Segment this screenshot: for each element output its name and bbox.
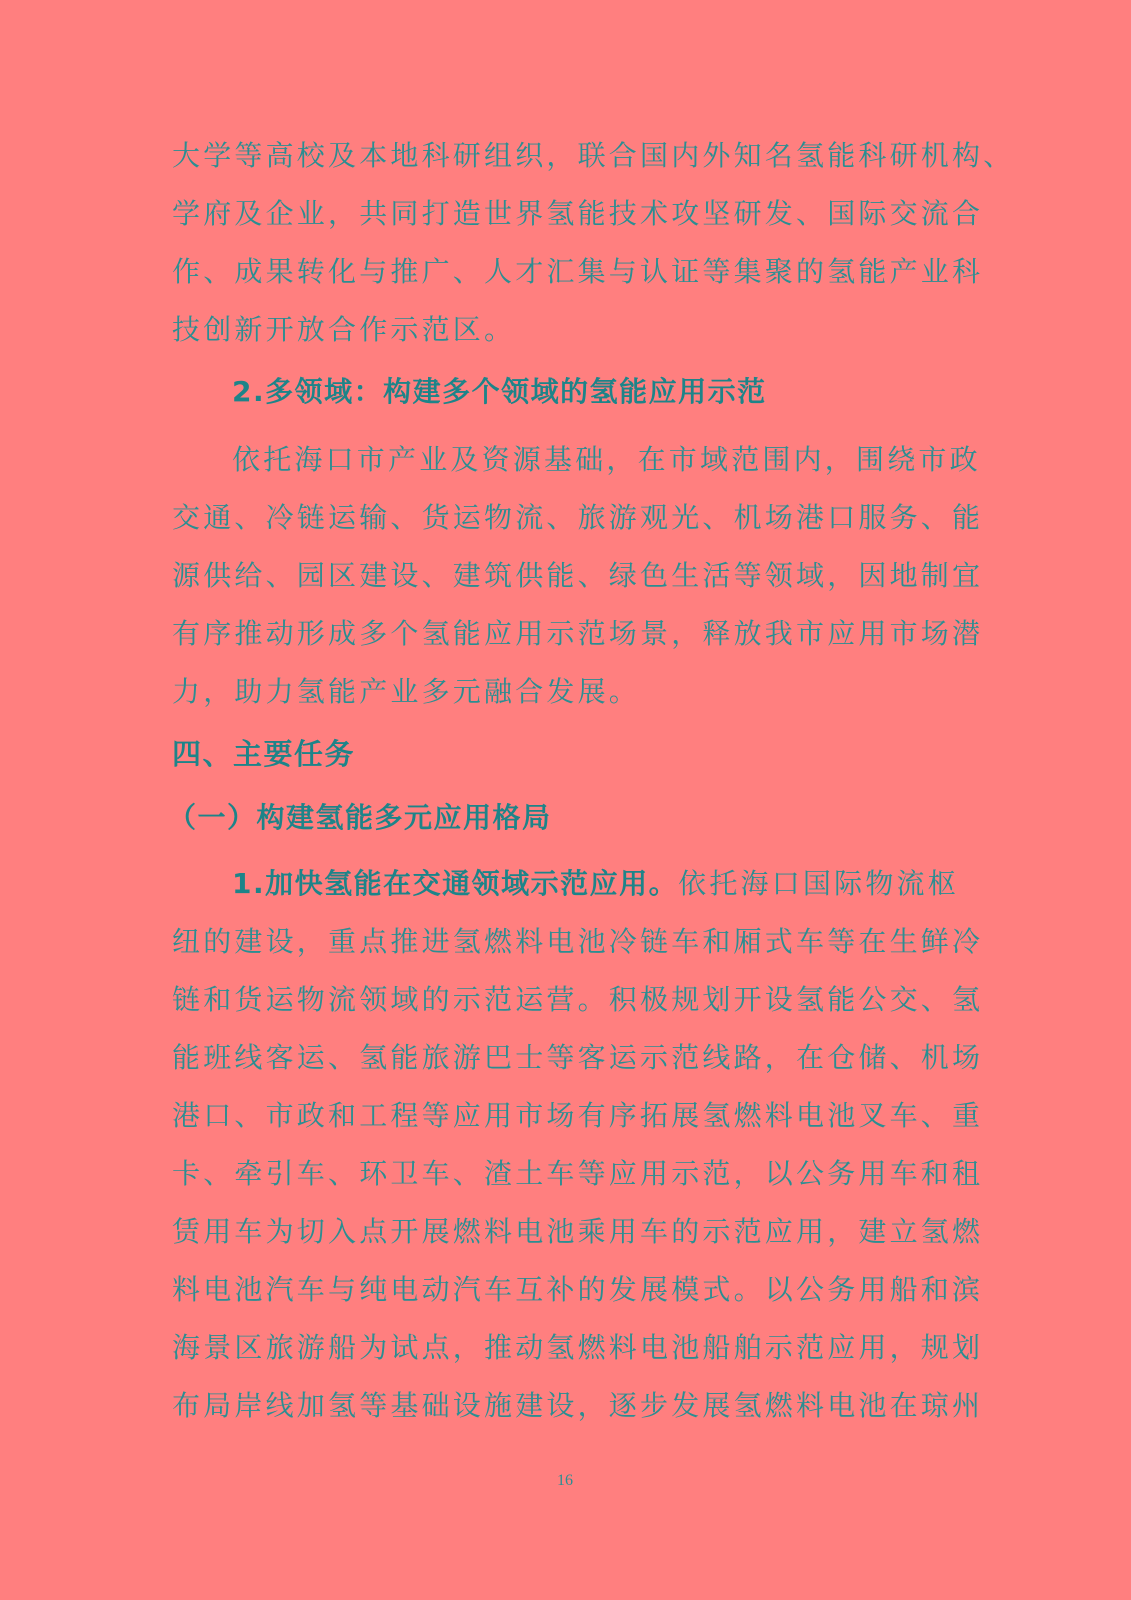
lead-rest-text: 依托海口国际物流枢 — [678, 867, 959, 900]
text-line: 技创新开放合作示范区。 — [172, 313, 516, 346]
text-line: 有序推动形成多个氢能应用示范场景，释放我市应用市场潜 — [172, 617, 984, 650]
text-line: 赁用车为切入点开展燃料电池乘用车的示范应用，建立氢燃 — [172, 1215, 984, 1248]
text-line: 能班线客运、氢能旅游巴士等客运示范线路，在仓储、机场 — [172, 1041, 984, 1074]
text-line: 料电池汽车与纯电动汽车互补的发展模式。以公务用船和滨 — [172, 1273, 984, 1306]
text-line: 大学等高校及本地科研组织，联合国内外知名氢能科研机构、 — [172, 139, 1015, 172]
text-line: 作、成果转化与推广、人才汇集与认证等集聚的氢能产业科 — [172, 255, 984, 288]
text-line: 依托海口市产业及资源基础，在市域范围内，围绕市政 — [232, 443, 981, 476]
text-line: 纽的建设，重点推进氢燃料电池冷链车和厢式车等在生鲜冷 — [172, 925, 984, 958]
text-line: 学府及企业，共同打造世界氢能技术攻坚研发、国际交流合 — [172, 197, 984, 230]
text-line: 源供给、园区建设、建筑供能、绿色生活等领域，因地制宜 — [172, 559, 984, 592]
text-line: 链和货运物流领域的示范运营。积极规划开设氢能公交、氢 — [172, 983, 984, 1016]
text-line: 港口、市政和工程等应用市场有序拓展氢燃料电池叉车、重 — [172, 1099, 984, 1132]
text-line: 力，助力氢能产业多元融合发展。 — [172, 675, 641, 708]
text-line: 卡、牵引车、环卫车、渣土车等应用示范，以公务用车和租 — [172, 1157, 984, 1190]
text-line: 交通、冷链运输、货运物流、旅游观光、机场港口服务、能 — [172, 501, 984, 534]
text-line: 布局岸线加氢等基础设施建设，逐步发展氢燃料电池在琼州 — [172, 1389, 984, 1422]
lead-line — [232, 864, 962, 904]
text-line: 海景区旅游船为试点，推动氢燃料电池船舶示范应用，规划 — [172, 1331, 984, 1364]
subsection-title: （一）构建氢能多元应用格局 — [168, 801, 552, 834]
lead-bold-text: 1.加快氢能在交通领域示范应用。 — [232, 867, 679, 900]
page-number: 16 — [557, 1472, 573, 1489]
section-title: 四、主要任务 — [172, 737, 356, 771]
subheading: 2.多领域：构建多个领域的氢能应用示范 — [232, 375, 767, 408]
